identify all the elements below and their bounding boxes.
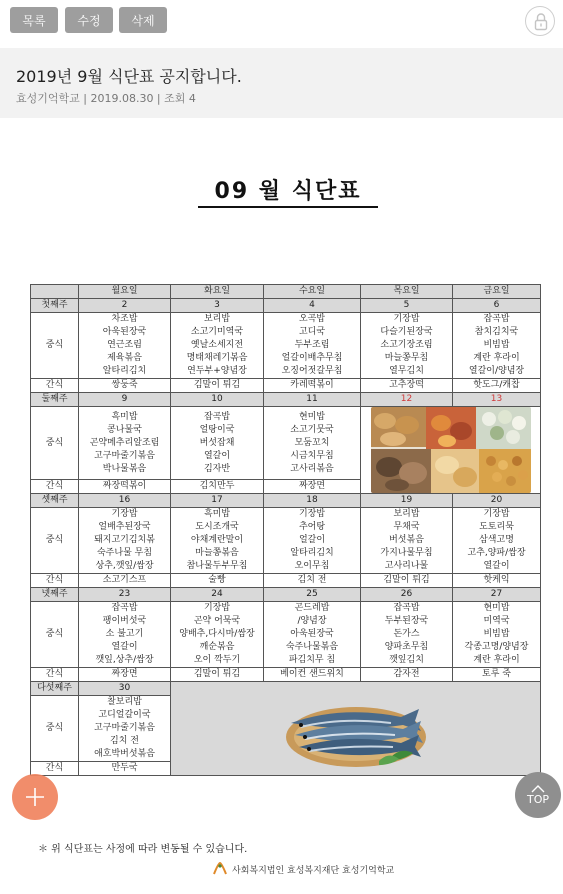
dish: 잡곡밥 bbox=[483, 314, 510, 324]
dish: 미역국 bbox=[483, 616, 510, 626]
dish: 깻잎,상추/쌈장 bbox=[95, 655, 154, 665]
dish: /양념장 bbox=[297, 616, 327, 626]
dish: 깨순볶음 bbox=[199, 642, 235, 652]
lunch-cell bbox=[79, 696, 171, 762]
lunch-cell bbox=[171, 508, 264, 574]
date-cell: 6 bbox=[453, 299, 541, 313]
dish: 열갈이 bbox=[203, 450, 231, 461]
document-title: 09 월 식단표 bbox=[214, 179, 362, 204]
lunch-cell bbox=[264, 313, 361, 379]
dish: 고디얼갈이국 bbox=[98, 710, 151, 720]
dish: 버섯볶음 bbox=[389, 535, 424, 545]
dish: 기장밥 bbox=[298, 509, 326, 519]
week-row bbox=[31, 494, 541, 508]
scroll-top-button[interactable] bbox=[515, 772, 561, 818]
list-button[interactable]: 목록 bbox=[10, 7, 58, 33]
organization-footer bbox=[212, 862, 394, 876]
snack-cell: 핫케익 bbox=[453, 574, 541, 588]
snack-cell: 짜장면 bbox=[264, 480, 361, 494]
dish: 기장밥 bbox=[203, 603, 231, 613]
dish: 곤약메추리알조림 bbox=[89, 437, 160, 448]
day-header: 수요일 bbox=[264, 285, 361, 299]
lunch-label: 중식 bbox=[31, 313, 79, 379]
day-header: 화요일 bbox=[171, 285, 264, 299]
organization-logo-icon bbox=[212, 862, 228, 876]
dish: 야채계란말이 bbox=[190, 535, 244, 545]
dish: 얼배추된장국 bbox=[98, 522, 151, 532]
lunch-label: 중식 bbox=[31, 602, 79, 668]
dish: 숙주나물 무침 bbox=[96, 548, 153, 558]
dish: 도시조개국 bbox=[195, 522, 239, 532]
date-cell: 9 bbox=[79, 393, 171, 407]
lunch-cell bbox=[264, 407, 361, 480]
date-cell: 2 bbox=[79, 299, 171, 313]
dish: 각종고명/양념장 bbox=[464, 642, 529, 652]
snack-cell: 소고기스프 bbox=[79, 574, 171, 588]
date-cell: 3 bbox=[171, 299, 264, 313]
dish: 비빔밥 bbox=[483, 629, 510, 639]
dish: 오이 깍두기 bbox=[193, 655, 241, 665]
dish: 소고기뭇국 bbox=[290, 424, 334, 435]
dish: 고사리나물 bbox=[384, 561, 429, 571]
post-title: 2019년 9월 식단표 공지합니다. bbox=[16, 67, 242, 86]
dish: 마늘쫑볶음 bbox=[195, 548, 239, 558]
snack-cell: 술빵 bbox=[171, 574, 264, 588]
dish: 잡곡밥 bbox=[203, 411, 231, 422]
date-cell-holiday bbox=[453, 393, 541, 407]
lunch-cell bbox=[171, 313, 264, 379]
dish: 소 불고기 bbox=[105, 629, 144, 639]
snack-cell: 김치만두 bbox=[171, 480, 264, 494]
dish: 명태채레기볶음 bbox=[186, 353, 248, 363]
dish: 김자반 bbox=[203, 463, 231, 474]
dish: 보리밥 bbox=[203, 314, 231, 324]
snack-cell: 김치 전 bbox=[264, 574, 361, 588]
holiday-food-photo-cell bbox=[361, 407, 541, 494]
corner-cell bbox=[31, 285, 79, 299]
dish: 삼색고명 bbox=[479, 535, 514, 545]
date-cell: 16 bbox=[79, 494, 171, 508]
snack-cell: 김말이 튀김 bbox=[171, 668, 264, 682]
lunch-cell bbox=[79, 508, 171, 574]
dish: 양배추,다시마/쌈장 bbox=[179, 629, 255, 639]
lunch-cell bbox=[453, 602, 541, 668]
menu-table bbox=[30, 284, 541, 776]
dish: 돈가스 bbox=[393, 629, 420, 639]
dish: 돼지고기김치볶 bbox=[94, 535, 155, 545]
dish: 파김치무 침 bbox=[288, 655, 336, 665]
snack-label: 간식 bbox=[31, 480, 79, 494]
week-label: 둘째주 bbox=[31, 393, 79, 407]
date-cell: 18 bbox=[264, 494, 361, 508]
dish: 두부조림 bbox=[294, 340, 330, 350]
add-fab-button[interactable] bbox=[12, 774, 58, 820]
dish: 모둠꼬치 bbox=[294, 437, 330, 448]
dish: 계란 후라이 bbox=[473, 353, 520, 363]
dish: 현미밥 bbox=[298, 411, 326, 422]
dish: 기장밥 bbox=[393, 314, 420, 324]
dish: 고구마줄기볶음 bbox=[94, 450, 155, 461]
dish: 잡곡밥 bbox=[393, 603, 420, 613]
week-label: 셋째주 bbox=[31, 494, 79, 508]
snack-cell: 카레떡볶이 bbox=[264, 379, 361, 393]
dish: 팽이버섯국 bbox=[102, 616, 147, 626]
date-cell: 19 bbox=[361, 494, 453, 508]
dish: 김치 전 bbox=[110, 736, 139, 746]
dish: 얼갈이 bbox=[298, 535, 326, 545]
dish: 참치김치국 bbox=[474, 327, 519, 337]
lunch-cell bbox=[361, 602, 453, 668]
date-cell: 27 bbox=[453, 588, 541, 602]
lunch-cell bbox=[79, 602, 171, 668]
date-cell: 5 bbox=[361, 299, 453, 313]
week-row bbox=[31, 682, 541, 696]
dish: 시금치무침 bbox=[290, 450, 334, 461]
lock-button[interactable] bbox=[525, 6, 555, 36]
snack-label: 간식 bbox=[31, 668, 79, 682]
lunch-cell bbox=[453, 313, 541, 379]
dish: 두부된장국 bbox=[384, 616, 429, 626]
lunch-cell bbox=[264, 602, 361, 668]
dish: 소고기장조림 bbox=[380, 340, 433, 350]
dish: 보리밥 bbox=[393, 509, 420, 519]
day-header: 목요일 bbox=[361, 285, 453, 299]
lock-icon bbox=[526, 7, 556, 37]
snack-cell: 짜장면 bbox=[79, 668, 171, 682]
lunch-label: 중식 bbox=[31, 407, 79, 480]
lunch-row bbox=[31, 313, 541, 379]
dish: 버섯잡채 bbox=[199, 437, 235, 448]
dish: 알타리김치 bbox=[102, 366, 147, 376]
dish: 마늘쫑무침 bbox=[384, 353, 429, 363]
dish: 오곡밥 bbox=[298, 314, 326, 324]
dish: 애호박버섯볶음 bbox=[94, 749, 155, 759]
dish: 옛날소세지전 bbox=[190, 340, 244, 350]
dish: 곤드레밥 bbox=[294, 603, 330, 613]
dish: 기장밥 bbox=[111, 509, 138, 519]
lunch-row bbox=[31, 602, 541, 668]
mackerel-basket-image bbox=[281, 687, 431, 771]
lunch-cell bbox=[79, 407, 171, 480]
lunch-cell bbox=[361, 313, 453, 379]
snack-cell: 김말이 튀김 bbox=[171, 379, 264, 393]
lunch-label: 중식 bbox=[31, 696, 79, 762]
week-row bbox=[31, 393, 541, 407]
date-cell: 25 bbox=[264, 588, 361, 602]
snack-row bbox=[31, 379, 541, 393]
chevron-up-icon bbox=[531, 785, 545, 793]
snack-row bbox=[31, 574, 541, 588]
snack-cell: 핫도그/캐찹 bbox=[453, 379, 541, 393]
dish: 가지나물무침 bbox=[380, 548, 433, 558]
dish: 깻잎김치 bbox=[389, 655, 424, 665]
date-cell: 26 bbox=[361, 588, 453, 602]
dish: 콩나물국 bbox=[107, 424, 142, 435]
organization-name: 사회복지법인 효성복지재단 효성기억학교 bbox=[232, 865, 395, 876]
day-header-row bbox=[31, 285, 541, 299]
plus-icon bbox=[24, 786, 46, 808]
date-cell: 30 bbox=[79, 682, 171, 696]
dish: 흑미밥 bbox=[203, 509, 231, 519]
dish: 열무김치 bbox=[389, 366, 424, 376]
dish: 소고기미역국 bbox=[190, 327, 244, 337]
food-platter-image bbox=[371, 407, 531, 493]
dish: 고구마줄기볶음 bbox=[94, 723, 155, 733]
snack-cell: 토루 죽 bbox=[453, 668, 541, 682]
dish: 숙주나물볶음 bbox=[285, 642, 339, 652]
date-cell-holiday bbox=[361, 393, 453, 407]
snack-cell: 짜장떡볶이 bbox=[79, 480, 171, 494]
dish: 상추,깻잎/쌈장 bbox=[95, 561, 154, 571]
snack-label: 간식 bbox=[31, 574, 79, 588]
snack-cell: 만두국 bbox=[79, 762, 171, 776]
date-cell: 24 bbox=[171, 588, 264, 602]
day-header: 금요일 bbox=[453, 285, 541, 299]
dish: 연두부+양념장 bbox=[187, 366, 247, 376]
dish: 비빔밥 bbox=[483, 340, 510, 350]
lunch-row bbox=[31, 407, 541, 480]
lunch-cell bbox=[171, 407, 264, 480]
week-label: 첫째주 bbox=[31, 299, 79, 313]
dish: 현미밥 bbox=[483, 603, 510, 613]
snack-label: 간식 bbox=[31, 379, 79, 393]
lunch-cell bbox=[264, 508, 361, 574]
snack-cell: 감자전 bbox=[361, 668, 453, 682]
week-label: 다섯째주 bbox=[31, 682, 79, 696]
fish-photo bbox=[281, 687, 431, 771]
dish: 도토리묵 bbox=[479, 522, 514, 532]
dish: 얼탕이국 bbox=[199, 424, 235, 435]
snack-cell: 김말이 튀김 bbox=[361, 574, 453, 588]
menu-notice: ＊ 위 식단표는 사정에 따라 변동될 수 있습니다. bbox=[38, 844, 248, 855]
dish: 아욱된장국 bbox=[102, 327, 147, 337]
snack-label: 간식 bbox=[31, 762, 79, 776]
date-cell: 23 bbox=[79, 588, 171, 602]
dish: 고디국 bbox=[298, 327, 326, 337]
dish: 아욱된장국 bbox=[290, 629, 334, 639]
fish-photo-cell bbox=[171, 682, 541, 776]
dish: 찰보리밥 bbox=[107, 697, 142, 707]
dish: 참나물두부무침 bbox=[186, 561, 248, 571]
lunch-row bbox=[31, 508, 541, 574]
dish: 고추,양파/쌈장 bbox=[467, 548, 526, 558]
snack-row bbox=[31, 668, 541, 682]
lunch-cell bbox=[171, 602, 264, 668]
snack-cell: 베이컨 샌드위치 bbox=[264, 668, 361, 682]
lunch-label: 중식 bbox=[31, 508, 79, 574]
date-cell: 17 bbox=[171, 494, 264, 508]
post-meta: 효성기억학교 | 2019.08.30 | 조회 4 bbox=[16, 92, 196, 105]
dish: 곤약 어묵국 bbox=[193, 616, 241, 626]
dish: 얼갈이배추무침 bbox=[281, 353, 343, 363]
date-cell: 20 bbox=[453, 494, 541, 508]
dish: 추어탕 bbox=[298, 522, 326, 532]
menu-document bbox=[0, 118, 563, 894]
date-cell: 11 bbox=[264, 393, 361, 407]
dish: 연근조림 bbox=[107, 340, 142, 350]
lunch-cell bbox=[79, 313, 171, 379]
day-header: 월요일 bbox=[79, 285, 171, 299]
snack-cell: 쌍둥죽 bbox=[79, 379, 171, 393]
snack-cell: 고추장떡 bbox=[361, 379, 453, 393]
dish: 알타리김치 bbox=[290, 548, 334, 558]
dish: 열갈이/양념장 bbox=[468, 366, 525, 376]
food-photo bbox=[371, 407, 531, 493]
scroll-top-label: TOP bbox=[526, 792, 549, 806]
delete-button[interactable]: 삭제 bbox=[119, 7, 167, 33]
dish: 제육볶음 bbox=[107, 353, 142, 363]
dish: 열갈이 bbox=[483, 561, 510, 571]
dish: 차조밥 bbox=[111, 314, 138, 324]
dish: 기장밥 bbox=[483, 509, 510, 519]
lunch-cell bbox=[453, 508, 541, 574]
holiday-date: 13 bbox=[490, 394, 503, 404]
dish: 계란 후라이 bbox=[473, 655, 520, 665]
top-toolbar bbox=[0, 0, 563, 44]
dish: 다슬기된장국 bbox=[380, 327, 433, 337]
dish: 잡곡밥 bbox=[111, 603, 138, 613]
dish: 오이무침 bbox=[294, 561, 330, 571]
week-row bbox=[31, 299, 541, 313]
date-cell: 10 bbox=[171, 393, 264, 407]
dish: 흑미밥 bbox=[111, 411, 138, 422]
dish: 열갈이 bbox=[111, 642, 138, 652]
dish: 무채국 bbox=[393, 522, 420, 532]
lunch-cell bbox=[361, 508, 453, 574]
week-row bbox=[31, 588, 541, 602]
dish: 양파초무침 bbox=[384, 642, 429, 652]
week-label: 넷째주 bbox=[31, 588, 79, 602]
date-cell: 4 bbox=[264, 299, 361, 313]
dish: 박나물볶음 bbox=[102, 463, 147, 474]
dish: 오징어젓갈무침 bbox=[281, 366, 343, 376]
title-underline bbox=[198, 206, 378, 208]
dish: 고사리볶음 bbox=[290, 463, 334, 474]
post-header bbox=[0, 48, 563, 118]
edit-button[interactable]: 수정 bbox=[65, 7, 113, 33]
holiday-date: 12 bbox=[400, 394, 413, 404]
